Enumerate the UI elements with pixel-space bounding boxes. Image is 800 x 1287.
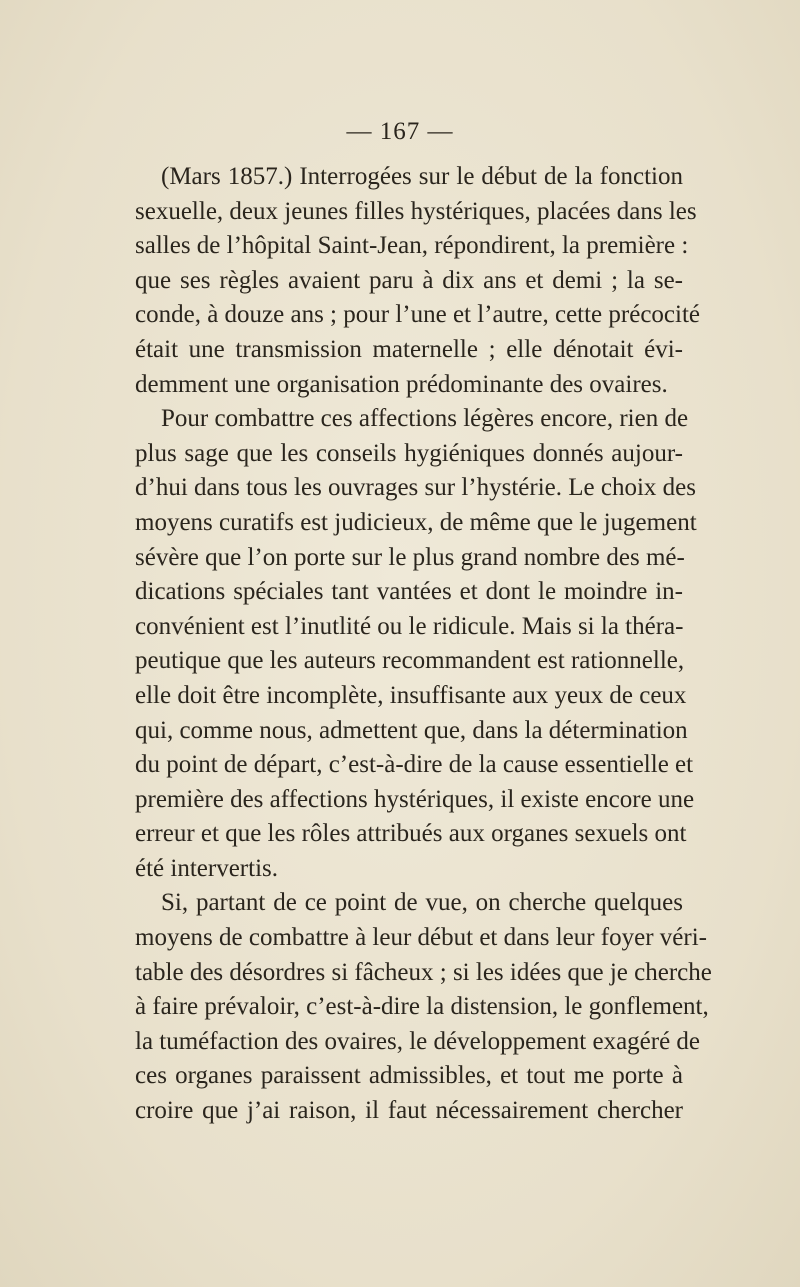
text-line: à faire prévaloir, c’est-à-dire la distension, le gonflement, <box>135 993 709 1021</box>
text-line: du point de départ, c’est-à-dire de la cause essentielle et <box>135 751 694 779</box>
page-number: — 167 — <box>346 118 454 145</box>
body-text <box>135 160 712 1129</box>
text-line: croire que j’ai raison, il faut nécessairement chercher <box>135 1097 683 1125</box>
text-line: d’hui dans tous les ouvrages sur l’hystérie. Le choix des <box>135 474 696 502</box>
text-line: convénient est l’inutlité ou le ridicule. Mais si la théra- <box>135 612 684 640</box>
text-line: ces organes paraissent admissibles, et tout me porte à <box>135 1062 683 1090</box>
text-line: Pour combattre ces affections légères encore, rien de <box>161 405 689 433</box>
text-line: (Mars 1857.) Interrogées sur le début de la fonction <box>161 163 683 190</box>
text-line: moyens curatifs est judicieux, de même que le jugement <box>135 508 697 536</box>
text-line: plus sage que les conseils hygiéniques donnés aujour- <box>135 439 683 467</box>
text-line: demment une organisation prédominante des ovaires. <box>135 370 668 398</box>
text-line: première des affections hystériques, il existe encore une <box>135 785 695 813</box>
text-line: était une transmission maternelle ; elle dénotait évi- <box>135 335 683 363</box>
text-line: elle doit être incomplète, insuffisante aux yeux de ceux <box>135 681 687 709</box>
text-line: la tuméfaction des ovaires, le développement exagéré de <box>135 1027 701 1055</box>
text-line: moyens de combattre à leur début et dans leur foyer véri- <box>135 924 707 952</box>
text-line: dications spéciales tant vantées et dont le moindre in- <box>135 578 683 606</box>
text-line: été intervertis. <box>135 854 278 882</box>
text-line: peutique que les auteurs recommandent est rationnelle, <box>135 647 685 675</box>
text-line: qui, comme nous, admettent que, dans la détermination <box>135 716 688 744</box>
text-line: salles de l’hôpital Saint-Jean, répondirent, la première : <box>135 232 689 260</box>
text-line: erreur et que les rôles attribués aux organes sexuels ont <box>135 820 687 848</box>
text-line: conde, à douze ans ; pour l’une et l’autre, cette précocité <box>135 301 701 329</box>
text-line: Si, partant de ce point de vue, on cherche quelques <box>161 889 683 917</box>
text-line: table des désordres si fâcheux ; si les idées que je cherche <box>135 958 712 986</box>
text-line: que ses règles avaient paru à dix ans et demi ; la se- <box>135 266 683 294</box>
text-line: sévère que l’on porte sur le plus grand nombre des mé- <box>135 543 685 571</box>
text-line: sexuelle, deux jeunes filles hystériques, placées dans les <box>135 197 697 225</box>
